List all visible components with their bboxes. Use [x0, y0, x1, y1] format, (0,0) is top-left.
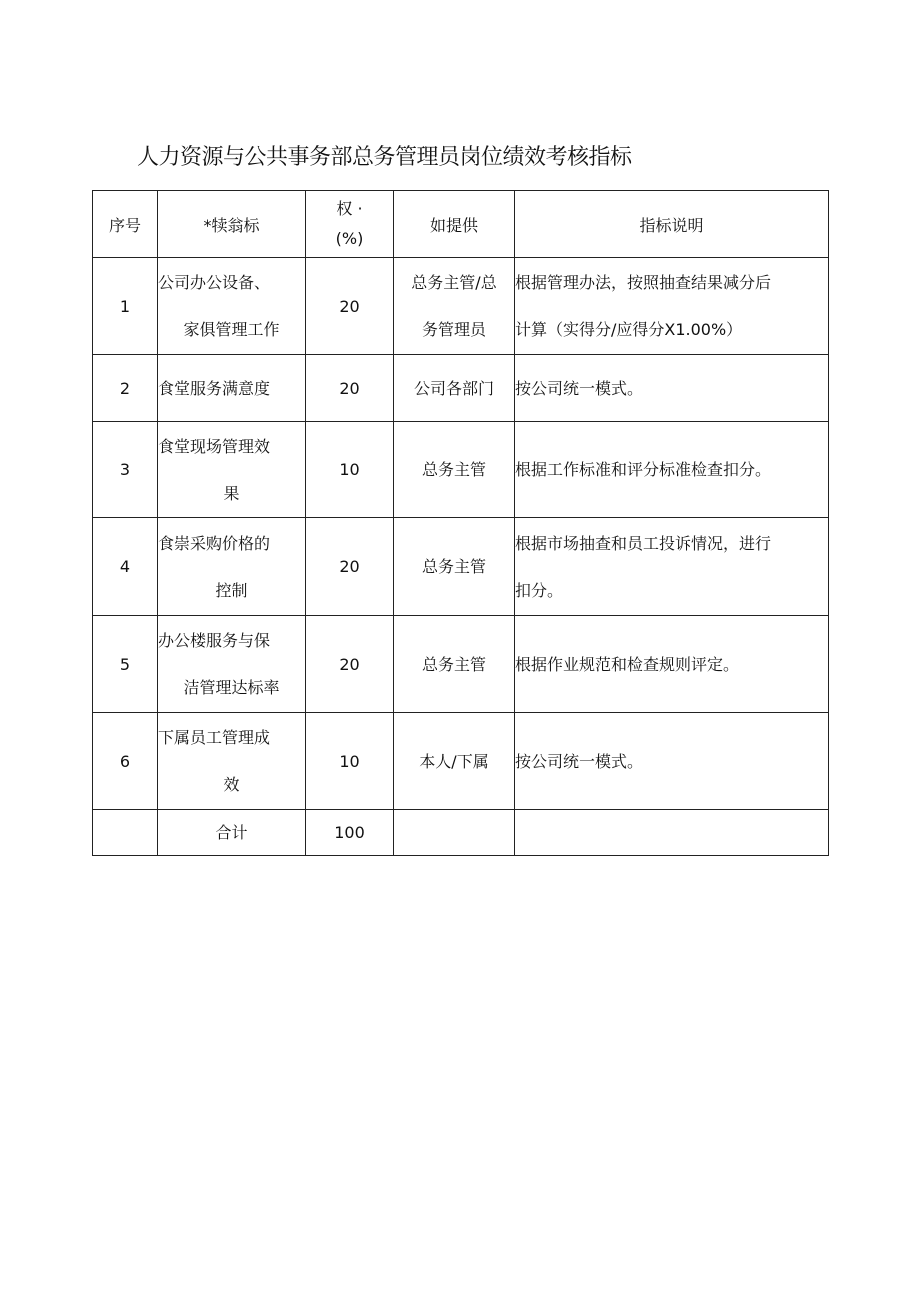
- row-indicator-line2: 效: [223, 775, 240, 794]
- header-weight: [306, 191, 394, 258]
- row-description-line2: 计算（实得分/应得分X1.00%）: [515, 320, 743, 339]
- row-provider-line1: 总务主管/总: [411, 273, 497, 292]
- row-indicator-line1: 公司办公设备、: [158, 273, 271, 292]
- row-provider-line2: 务管理员: [421, 320, 486, 339]
- row-indicator-name: [158, 422, 306, 518]
- row-provider: 总务主管: [394, 422, 515, 518]
- row-indicator-name: [158, 616, 306, 713]
- row-seq: 4: [93, 518, 158, 616]
- row-indicator-line2: 果: [223, 483, 240, 503]
- row-indicator-name: [158, 713, 306, 810]
- row-seq: 2: [93, 355, 158, 422]
- row-indicator-line1: 下属员工管理成: [158, 728, 271, 747]
- row-seq: 6: [93, 713, 158, 810]
- table-total-row: [93, 810, 829, 856]
- header-seq: 序号: [93, 191, 158, 258]
- row-description: [515, 616, 829, 713]
- row-weight: 20: [306, 258, 394, 355]
- table-row: [93, 355, 829, 422]
- row-description-line1: 根据工作标准和评分标准检查扣分。: [515, 460, 772, 479]
- row-indicator-line1: 食堂服务满意度: [158, 378, 271, 398]
- table-header-row: [93, 191, 829, 258]
- row-description-line1: 根据市场抽查和员工投诉情况，进行: [515, 533, 772, 553]
- header-description: 指标说明: [515, 191, 829, 258]
- row-indicator-line2: 控制: [215, 580, 248, 600]
- table-row: [93, 518, 829, 616]
- row-indicator-line1: 食崇采购价格的: [158, 533, 271, 553]
- kpi-table: [92, 190, 829, 856]
- row-provider: 公司各部门: [394, 355, 515, 422]
- row-seq: 1: [93, 258, 158, 355]
- total-weight: 100: [306, 810, 394, 856]
- row-weight: 20: [306, 518, 394, 616]
- header-weight-line1: 权 ·: [336, 199, 363, 218]
- total-label: 合计: [158, 810, 306, 856]
- row-description: [515, 713, 829, 810]
- row-provider: 本人/下属: [394, 713, 515, 810]
- row-seq: 3: [93, 422, 158, 518]
- row-provider: [394, 258, 515, 355]
- table-row: [93, 258, 829, 355]
- row-provider: 总务主管: [394, 616, 515, 713]
- header-provider: 如提供: [394, 191, 515, 258]
- row-indicator-line1: 食堂现场管理效: [158, 436, 271, 456]
- row-indicator-name: [158, 258, 306, 355]
- header-indicator: *犊翁标: [158, 191, 306, 258]
- row-description: [515, 355, 829, 422]
- row-seq: 5: [93, 616, 158, 713]
- row-indicator-line2: 家俱管理工作: [183, 320, 280, 339]
- row-provider: 总务主管: [394, 518, 515, 616]
- total-seq-empty: [93, 810, 158, 856]
- row-weight: 10: [306, 713, 394, 810]
- row-indicator-name: [158, 355, 306, 422]
- row-description: [515, 518, 829, 616]
- row-weight: 20: [306, 355, 394, 422]
- row-description-line1: 按公司统一模式。: [515, 378, 644, 398]
- row-description: [515, 422, 829, 518]
- row-description-line1: 根据作业规范和检查规则评定。: [515, 654, 740, 674]
- table-row: [93, 713, 829, 810]
- row-description-line1: 根据管理办法，按照抽查结果减分后: [515, 273, 772, 292]
- row-description: [515, 258, 829, 355]
- total-description-empty: [515, 810, 829, 856]
- table-row: [93, 616, 829, 713]
- header-weight-line2: (%): [335, 229, 364, 248]
- row-indicator-line1: 办公楼服务与保: [158, 631, 271, 650]
- row-description-line1: 按公司统一模式。: [515, 751, 644, 771]
- row-indicator-line2: 洁管理达标率: [183, 678, 280, 697]
- row-indicator-name: [158, 518, 306, 616]
- total-provider-empty: [394, 810, 515, 856]
- row-weight: 10: [306, 422, 394, 518]
- table-row: [93, 422, 829, 518]
- row-description-line2: 扣分。: [515, 580, 564, 600]
- document-title: 人力资源与公共事务部总务管理员岗位绩效考核指标: [137, 145, 632, 170]
- row-weight: 20: [306, 616, 394, 713]
